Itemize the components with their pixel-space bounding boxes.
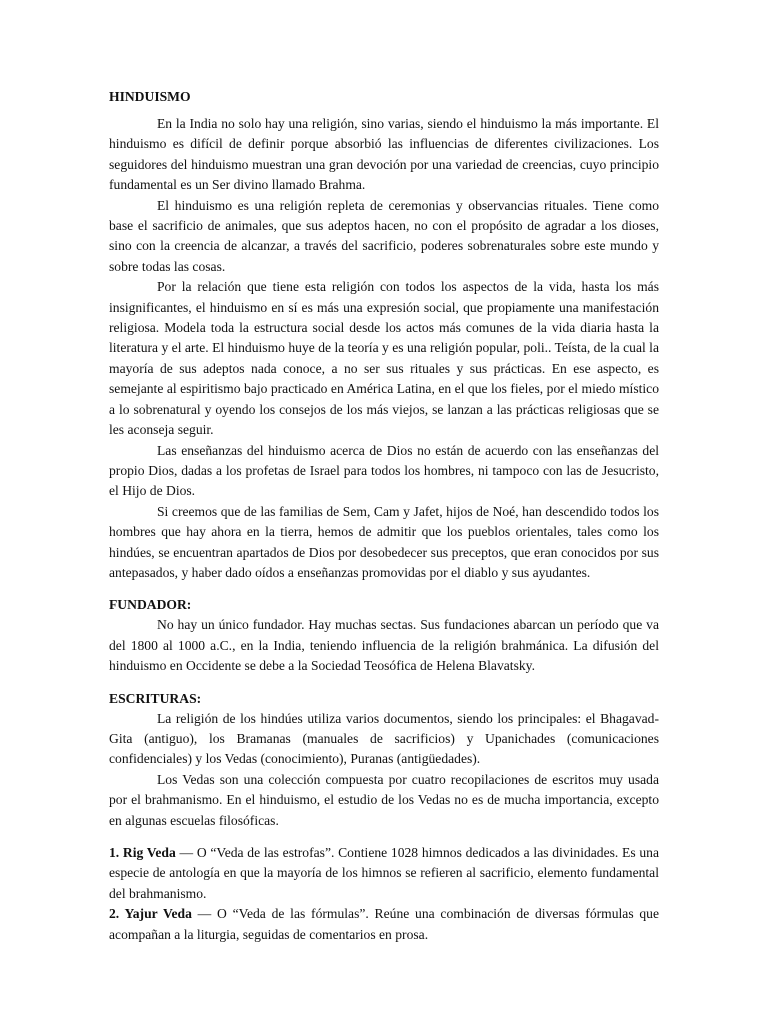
paragraph: El hinduismo es una religión repleta de ceremonias y observancias rituales. Tiene como base el sacrificio de animales, que sus adeptos hacen, no con el propósito de agradar a los dioses, sino con la creencia de alcanzar, a través del sacrificio, poderes sobrenaturales sobre este mundo y sobre todas las cosas. <box>109 197 659 274</box>
vedas-list <box>109 843 659 945</box>
paragraph: Los Vedas son una colección compuesta por cuatro recopilaciones de escritos muy usada por el brahmanismo. En el hinduismo, el estudio de los Vedas no es de mucha importancia, excepto en algunas escuelas filosóficas. <box>109 771 659 828</box>
section-heading-escrituras: ESCRITURAS: <box>109 690 202 706</box>
list-item <box>109 904 659 945</box>
list-item <box>109 843 659 904</box>
section-heading-fundador: FUNDADOR: <box>109 597 192 613</box>
veda-label: 1. Rig Veda <box>109 845 176 860</box>
paragraph: La religión de los hindúes utiliza varios documentos, siendo los principales: el Bhagavad-Gita (antiguo), los Bramanas (manuales de sacrificios) y Upanichades (comunicaciones confidenciales) y los Vedas (conocimiento), Puranas (antigüedades). <box>109 710 659 767</box>
veda-label: 2. Yajur Veda <box>109 906 192 922</box>
paragraph: No hay un único fundador. Hay muchas sectas. Sus fundaciones abarcan un período que va del 1800 al 1000 a.C., en la India, teniendo influencia de la religión brahmánica. La difusión del hinduismo en Occidente se debe a la Sociedad Teosófica de Helena Blavatsky. <box>109 617 659 674</box>
paragraph: Si creemos que de las familias de Sem, Cam y Jafet, hijos de Noé, han descendido todos los hombres que hay ahora en la tierra, hemos de admitir que los pueblos orientales, tales como los hindúes, se encuentran apartados de Dios por desobedecer sus preceptos, que eran conocidos por sus antepasados, y haber dado oídos a enseñanzas promovidas por el diablo y sus ayudantes. <box>109 503 659 580</box>
fundador-section <box>109 595 659 676</box>
paragraph: Por la relación que tiene esta religión con todos los aspectos de la vida, hasta los más insignificantes, el hinduismo en sí es más una expresión social, que propiamente una manifestación religiosa. Modela toda la estructura social desde los actos más comunes de la vida diaria hasta la literatura y el arte. El hinduismo huye de la teoría y es una religión popular, poli.. Teísta, de la cual la mayoría de sus adeptos nada conoce, a no ser sus rituales y sus prácticas. En ese aspecto, es semejante al espiritismo bajo practicado en América Latina, en el que los fieles, por el miedo místico a lo sobrenatural y oyendo los consejos de los más viejos, se lanzan a las prácticas religiosas que se les aconseja seguir. <box>109 279 659 438</box>
paragraph: En la India no solo hay una religión, sino varias, siendo el hinduismo la más importante. El hinduismo es difícil de definir porque absorbió las influencias de diferentes civilizaciones. Los seguidores del hinduismo muestran una gran devoción por una variedad de creencias, cuyo principio fundamental es un Ser divino llamado Brahma. <box>109 116 659 193</box>
veda-description: — O “Veda de las fórmulas”. Reúne una combinación de diversas fórmulas que acompañan a la liturgia, seguidas de comentarios en prosa. <box>109 906 660 942</box>
paragraph: Las enseñanzas del hinduismo acerca de Dios no están de acuerdo con las enseñanzas del propio Dios, dadas a los profetas de Israel para todos los hombres, ni tampoco con las de Jesucristo, el Hijo de Dios. <box>109 442 659 499</box>
veda-description: — O “Veda de las estrofas”. Contiene 1028 himnos dedicados a las divinidades. Es una especie de antología en que la mayoría de los himnos se refieren al sacrificio, elemento fundamental del brahmanismo. <box>109 845 659 901</box>
intro-section <box>109 114 659 583</box>
escrituras-section <box>109 689 659 831</box>
document-title: HINDUISMO <box>109 89 191 104</box>
